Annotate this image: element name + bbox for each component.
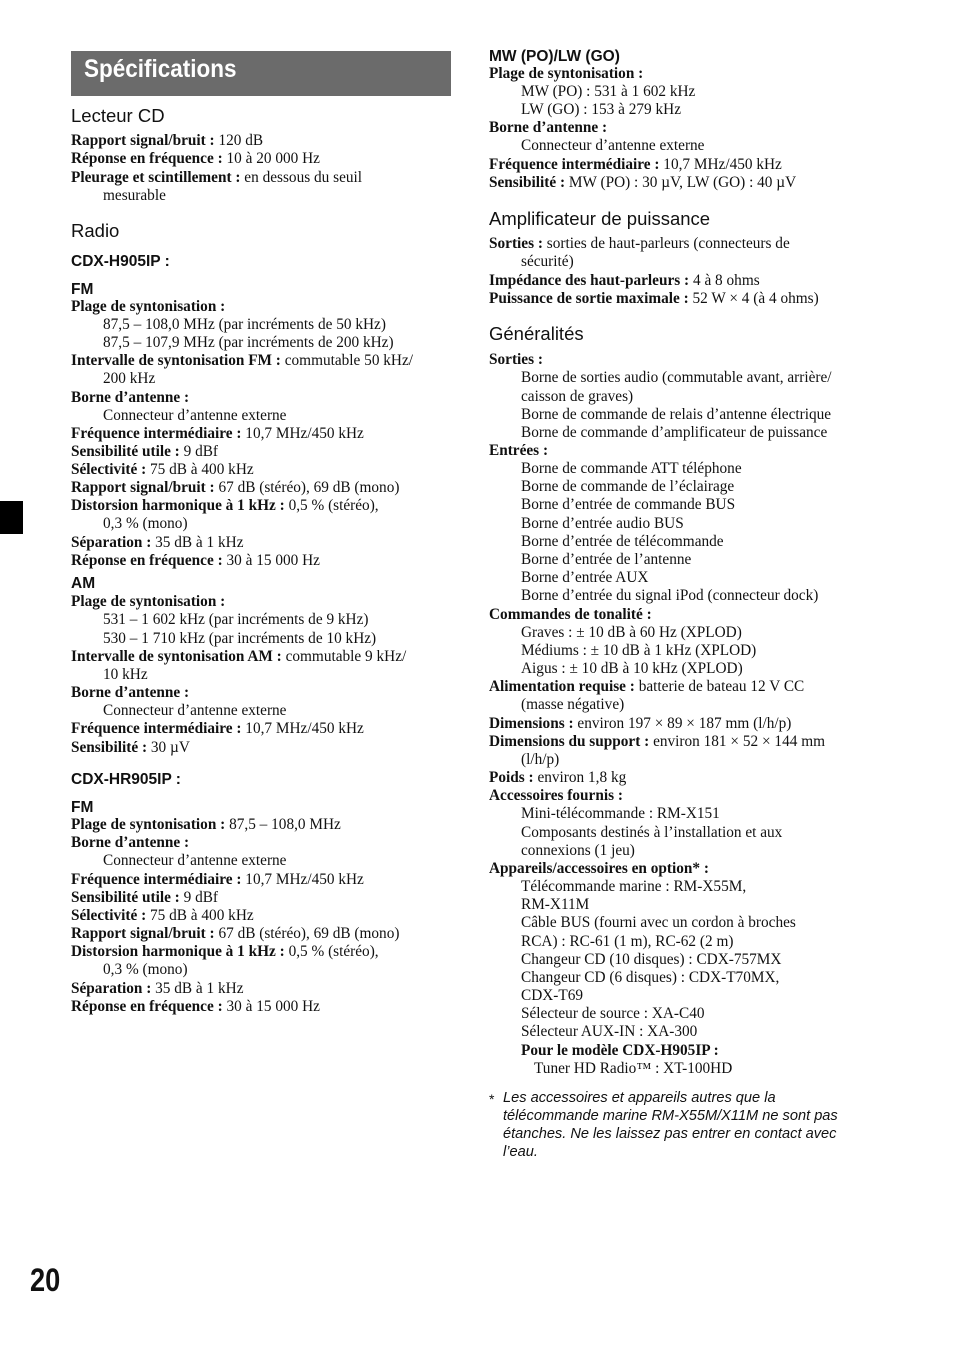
- spec-line: 531 – 1 602 kHz (par incréments de 9 kHz): [103, 611, 369, 628]
- spec-line: sécurité): [521, 253, 574, 270]
- spec-line: Distorsion harmonique à 1 kHz : 0,5 % (stéréo),: [71, 943, 379, 960]
- spec-line: Séparation : 35 dB à 1 kHz: [71, 980, 244, 997]
- spec-line: Pleurage et scintillement : en dessous du seuil: [71, 169, 363, 186]
- list-item: Télécommande marine : RM-X55M,: [521, 878, 747, 895]
- spec-line: Borne d’antenne :: [489, 119, 608, 136]
- band-heading: FM: [71, 281, 94, 298]
- spec-line: Sensibilité : 30 µV: [71, 739, 190, 756]
- spec-line: Sensibilité : MW (PO) : 30 µV, LW (GO) : 40 µV: [489, 174, 797, 191]
- list-item: CDX-T69: [521, 987, 584, 1004]
- band-heading: MW (PO)/LW (GO): [489, 48, 620, 65]
- spec-line: Dimensions du support : environ 181 × 52 × 144 mm: [489, 733, 825, 750]
- list-item: Changeur CD (6 disques) : CDX-T70MX,: [521, 969, 780, 986]
- spec-line: Appareils/accessoires en option* :: [489, 860, 709, 877]
- spec-line: 0,3 % (mono): [103, 961, 188, 978]
- spec-line: Réponse en fréquence : 30 à 15 000 Hz: [71, 998, 320, 1015]
- band-heading: FM: [71, 799, 94, 816]
- footnote-line: l’eau.: [503, 1144, 538, 1160]
- list-item: Changeur CD (10 disques) : CDX-757MX: [521, 951, 782, 968]
- list-item: Borne d’entrée du signal iPod (connecteur dock): [521, 587, 819, 604]
- spec-line: Poids : environ 1,8 kg: [489, 769, 627, 786]
- list-item: Borne d’entrée de l’antenne: [521, 551, 692, 568]
- spec-line: 530 – 1 710 kHz (par incréments de 10 kHz): [103, 630, 377, 647]
- spec-line: 87,5 – 108,0 MHz (par incréments de 50 kHz): [103, 316, 386, 333]
- list-item: Sélecteur de source : XA-C40: [521, 1005, 705, 1022]
- list-item: caisson de graves): [521, 388, 634, 405]
- spec-line: (masse négative): [521, 696, 625, 713]
- spec-line: Fréquence intermédiaire : 10,7 MHz/450 kHz: [71, 425, 364, 442]
- spec-line: 0,3 % (mono): [103, 515, 188, 532]
- spec-line: Connecteur d’antenne externe: [521, 137, 705, 154]
- spec-line: Rapport signal/bruit : 67 dB (stéréo), 69 dB (mono): [71, 479, 400, 496]
- list-item: Mini-télécommande : RM-X151: [521, 805, 720, 822]
- list-item: Aigus : ± 10 dB à 10 kHz (XPLOD): [521, 660, 743, 677]
- radio-heading: Radio: [71, 220, 120, 241]
- model-heading: CDX-HR905IP :: [71, 771, 181, 788]
- list-item: Tuner HD Radio™ : XT-100HD: [534, 1060, 733, 1077]
- spec-line: Séparation : 35 dB à 1 kHz: [71, 534, 244, 551]
- spec-line: Sélectivité : 75 dB à 400 kHz: [71, 907, 254, 924]
- list-item: Borne de sorties audio (commutable avant, arrière/: [521, 369, 832, 386]
- list-item: RM-X11M: [521, 896, 590, 913]
- list-item: RCA) : RC-61 (1 m), RC-62 (2 m): [521, 933, 734, 950]
- spec-line: Intervalle de syntonisation AM : commutable 9 kHz/: [71, 648, 407, 665]
- band-heading: AM: [71, 575, 96, 592]
- spec-line: Sensibilité utile : 9 dBf: [71, 889, 219, 906]
- spec-line: Sélectivité : 75 dB à 400 kHz: [71, 461, 254, 478]
- spec-line: Distorsion harmonique à 1 kHz : 0,5 % (stéréo),: [71, 497, 379, 514]
- page-title: Spécifications: [84, 55, 237, 83]
- page-number: 20: [30, 1262, 61, 1298]
- spec-line: Impédance des haut-parleurs : 4 à 8 ohms: [489, 272, 760, 289]
- spec-line: Accessoires fournis :: [489, 787, 623, 804]
- spec-line: Connecteur d’antenne externe: [103, 852, 287, 869]
- spec-line: Pour le modèle CDX-H905IP :: [521, 1042, 719, 1059]
- cd-player-heading: Lecteur CD: [71, 105, 165, 126]
- spec-line: MW (PO) : 531 à 1 602 kHz: [521, 83, 696, 100]
- spec-line: Intervalle de syntonisation FM : commutable 50 kHz/: [71, 352, 414, 369]
- spec-line: Réponse en fréquence : 30 à 15 000 Hz: [71, 552, 320, 569]
- spec-line: Puissance de sortie maximale : 52 W × 4 (à 4 ohms): [489, 290, 819, 307]
- spec-line: Connecteur d’antenne externe: [103, 407, 287, 424]
- spec-line: Commandes de tonalité :: [489, 606, 652, 623]
- spec-line: Dimensions : environ 197 × 89 × 187 mm (l/h/p): [489, 715, 792, 732]
- spec-line: Borne d’antenne :: [71, 834, 190, 851]
- list-item: Borne d’entrée audio BUS: [521, 515, 684, 532]
- list-item: Graves : ± 10 dB à 60 Hz (XPLOD): [521, 624, 742, 641]
- list-item: Borne d’entrée AUX: [521, 569, 649, 586]
- spec-line: Sorties :: [489, 351, 543, 368]
- spec-line: Fréquence intermédiaire : 10,7 MHz/450 kHz: [71, 871, 364, 888]
- footnote-line: étanches. Ne les laissez pas entrer en contact avec: [503, 1126, 837, 1142]
- list-item: Sélecteur AUX-IN : XA-300: [521, 1023, 698, 1040]
- spec-line: 200 kHz: [103, 370, 156, 387]
- list-item: Borne d’entrée de télécommande: [521, 533, 724, 550]
- spec-line: Connecteur d’antenne externe: [103, 702, 287, 719]
- spec-line: 87,5 – 107,9 MHz (par incréments de 200 kHz): [103, 334, 394, 351]
- list-item: Médiums : ± 10 dB à 1 kHz (XPLOD): [521, 642, 757, 659]
- spec-line: Fréquence intermédiaire : 10,7 MHz/450 kHz: [489, 156, 782, 173]
- spec-line: Fréquence intermédiaire : 10,7 MHz/450 kHz: [71, 720, 364, 737]
- list-item: Borne de commande d’amplificateur de puissance: [521, 424, 828, 441]
- side-thumb-tab: [0, 501, 23, 534]
- list-item: Borne de commande de relais d’antenne électrique: [521, 406, 832, 423]
- footnote-line: Les accessoires et appareils autres que la: [503, 1090, 776, 1106]
- list-item: Câble BUS (fourni avec un cordon à broches: [521, 914, 796, 931]
- spec-line: Entrées :: [489, 442, 549, 459]
- spec-line: Plage de syntonisation : 87,5 – 108,0 MHz: [71, 816, 341, 833]
- footnote-marker: *: [489, 1091, 495, 1107]
- spec-line: Plage de syntonisation :: [71, 298, 226, 315]
- spec-line: LW (GO) : 153 à 279 kHz: [521, 101, 682, 118]
- list-item: connexions (1 jeu): [521, 842, 635, 859]
- spec-line: Plage de syntonisation :: [489, 65, 644, 82]
- spec-line: Réponse en fréquence : 10 à 20 000 Hz: [71, 150, 320, 167]
- spec-line: Borne d’antenne :: [71, 684, 190, 701]
- section-title-bar: [71, 51, 451, 96]
- general-heading: Généralités: [489, 323, 584, 344]
- spec-line: Plage de syntonisation :: [71, 593, 226, 610]
- spec-line: Borne d’antenne :: [71, 389, 190, 406]
- spec-line: mesurable: [103, 187, 166, 204]
- model-heading: CDX-H905IP :: [71, 253, 170, 270]
- footnote-line: télécommande marine RM-X55M/X11M ne sont pas: [503, 1108, 838, 1124]
- amplifier-heading: Amplificateur de puissance: [489, 208, 711, 229]
- spec-line: Sensibilité utile : 9 dBf: [71, 443, 219, 460]
- spec-line: 10 kHz: [103, 666, 148, 683]
- spec-line: Rapport signal/bruit : 120 dB: [71, 132, 264, 149]
- spec-line: Alimentation requise : batterie de bateau 12 V CC: [489, 678, 805, 695]
- list-item: Borne de commande ATT téléphone: [521, 460, 742, 477]
- list-item: Composants destinés à l’installation et aux: [521, 824, 783, 841]
- spec-line: Rapport signal/bruit : 67 dB (stéréo), 69 dB (mono): [71, 925, 400, 942]
- list-item: Borne d’entrée de commande BUS: [521, 496, 736, 513]
- list-item: Borne de commande de l’éclairage: [521, 478, 735, 495]
- spec-line: Sorties : sorties de haut-parleurs (connecteurs de: [489, 235, 790, 252]
- spec-line: (l/h/p): [521, 751, 560, 768]
